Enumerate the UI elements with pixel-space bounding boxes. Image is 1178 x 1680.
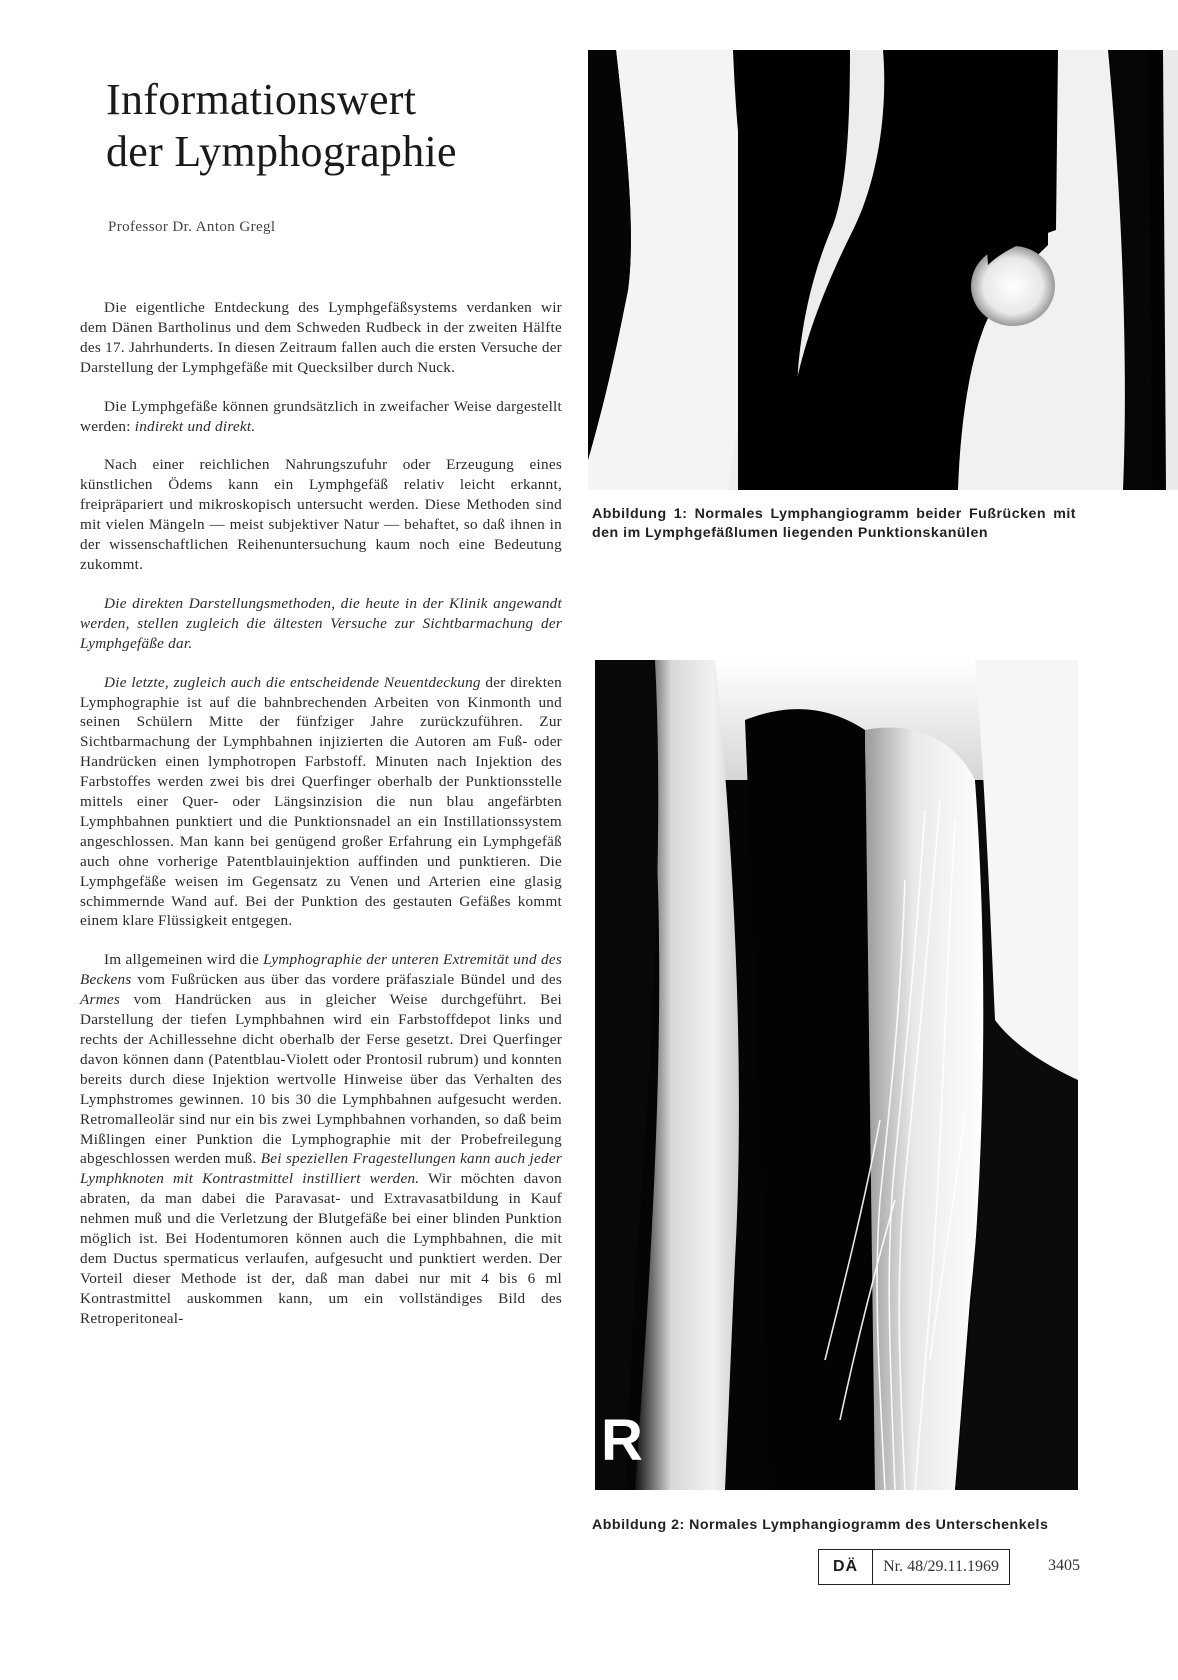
figure-1-xray bbox=[588, 50, 1178, 490]
paragraph-3: Nach einer reichlichen Nahrungszufuhr oder Erzeugung eines künstlichen Ödems kann ein Lymphgefäß relativ leicht erkannt, freipräpariert und mikroskopisch untersucht werden. Diese Methoden sind mit vielen Mängeln — meist subjektiver Natur — behaftet, so daß ihnen in der wissenschaftlichen Reihenuntersuchung kaum noch eine Bedeutung zukommt. bbox=[80, 456, 562, 573]
figure-1-image bbox=[588, 50, 1178, 490]
p6-c: vom Fußrücken aus über das vordere präfasziale Bündel und des bbox=[131, 971, 562, 989]
p6-f: Bei speziellen Fragestellungen kann auch jeder Lymphknoten mit Kontrastmittel instilliert werden. bbox=[80, 1150, 562, 1188]
author-line: Professor Dr. Anton Gregl bbox=[108, 219, 276, 235]
paragraph-1: Die eigentliche Entdeckung des Lymphgefäßsystems verdanken wir dem Dänen Bartholinus und dem Schweden Rudbeck in der zweiten Hälfte des 17. Jahrhunderts. In diesen Zeitraum fallen auch die ersten Versuche der Darstellung der Lymphgefäße mit Quecksilber durch Nuck. bbox=[80, 299, 562, 376]
p2-italic: indirekt und direkt. bbox=[134, 417, 256, 435]
p5-text: der direkten Lymphographie ist auf die bahnbrechenden Arbeiten von Kinmonth und seinen Schülern Mitte der fünfziger Jahre zurückzuführen. Zur Sichtbarmachung der Lymphbahnen injizierten die Autoren am Fuß- oder Handrücken einen lymphotropen Farbstoff. Minuten nach Injektion des Farbstoffes werden zwei bis drei Querfinger oberhalb der Punktionsstelle mittels einer Quer- oder Längsinzision die nun blau angefärbten Lymphbahnen punktiert und die Punktionsnadel an ein Instillationssystem angeschlossen. Man kann bei genügend großer Erfahrung ein Lymphgefäß auch ohne vorherige Patentblauinjektion auffinden und punktieren. Die Lymphgefäße weisen im Gegensatz zu Venen und Arterien eine glasig schimmernde Wand auf. Bei der Punktion des gestauten Gefäßes kommt einem klare Flüssigkeit entgegen. bbox=[80, 673, 562, 930]
p6-b: Lymphographie der unteren Extremität und des Beckens bbox=[80, 951, 562, 989]
figure-2-caption: Abbildung 2: Normales Lymphangiogramm des Unterschenkels bbox=[592, 1517, 1049, 1533]
figure-2-image bbox=[595, 660, 1078, 1490]
p6-a: Im allgemeinen wird die bbox=[104, 951, 264, 969]
p6-d: Armes bbox=[80, 991, 121, 1009]
journal-abbrev: DÄ bbox=[819, 1550, 873, 1584]
paragraph-4 bbox=[80, 594, 562, 654]
p2-text: Die Lymphgefäße können grundsätzlich in zweifacher Weise dargestellt werden: bbox=[80, 397, 562, 435]
figure-2-xray bbox=[595, 660, 1078, 1490]
page-number: 3405 bbox=[1048, 1557, 1080, 1574]
body-column bbox=[80, 298, 562, 1348]
paragraph-5 bbox=[80, 673, 562, 932]
figure-2-side-marker: R bbox=[601, 1408, 643, 1473]
p6-e: vom Handrücken aus in gleicher Weise durchgeführt. Bei Darstellung der tiefen Lymphbahnen wird ein Farbstoffdepot links und rechts der Achillessehne dicht oberhalb der Ferse gesetzt. Drei Querfinger davon können dann (Patentblau-Violett oder Prontosil rubrum) und konnten bereits durch diese Injektion wertvolle Hinweise über das Verhalten des Lymphstromes gewinnen. 10 bis 30 die Lymphbahnen aufgesucht werden. Retromalleolär sind nur ein bis zwei Lymphbahnen vorhanden, so daß beim Mißlingen einer Punktion die Lymphographie mit der Probefreilegung abgeschlossen werden muß. bbox=[80, 991, 562, 1168]
journal-footer bbox=[818, 1549, 1010, 1585]
p5-italic: Die letzte, zugleich auch die entscheidende Neuentdeckung bbox=[104, 673, 481, 691]
article-title bbox=[106, 74, 626, 178]
paragraph-6 bbox=[80, 950, 562, 1328]
p4-italic: Die direkten Darstellungsmethoden, die heute in der Klinik angewandt werden, stellen zugleich die ältesten Versuche zur Sichtbarmachung der Lymphgefäße dar. bbox=[80, 594, 562, 652]
title-line-1: Informationswert bbox=[106, 75, 417, 124]
figure-1-caption: Abbildung 1: Normales Lymphangiogramm beider Fußrücken mit den im Lymphgefäßlumen liegenden Punktionskanülen bbox=[592, 506, 1076, 541]
p6-g: Wir möchten davon abraten, da man dabei die Paravasat- und Extravasatbildung in Kauf nehmen muß und die Verletzung der Blutgefäße bei einer blinden Punktion möglich ist. Bei Hodentumoren können auch die Lymphbahnen, die mit dem Ductus spermaticus verlaufen, aufgesucht und punktiert werden. Der Vorteil dieser Methode ist der, daß man dabei nur mit 4 bis 6 ml Kontrastmittel auskommen kann, um ein vollständiges Bild des Retroperitoneal- bbox=[80, 1170, 562, 1327]
issue-date: Nr. 48/29.11.1969 bbox=[883, 1558, 999, 1575]
title-line-2: der Lymphographie bbox=[106, 127, 457, 176]
paragraph-2 bbox=[80, 397, 562, 437]
